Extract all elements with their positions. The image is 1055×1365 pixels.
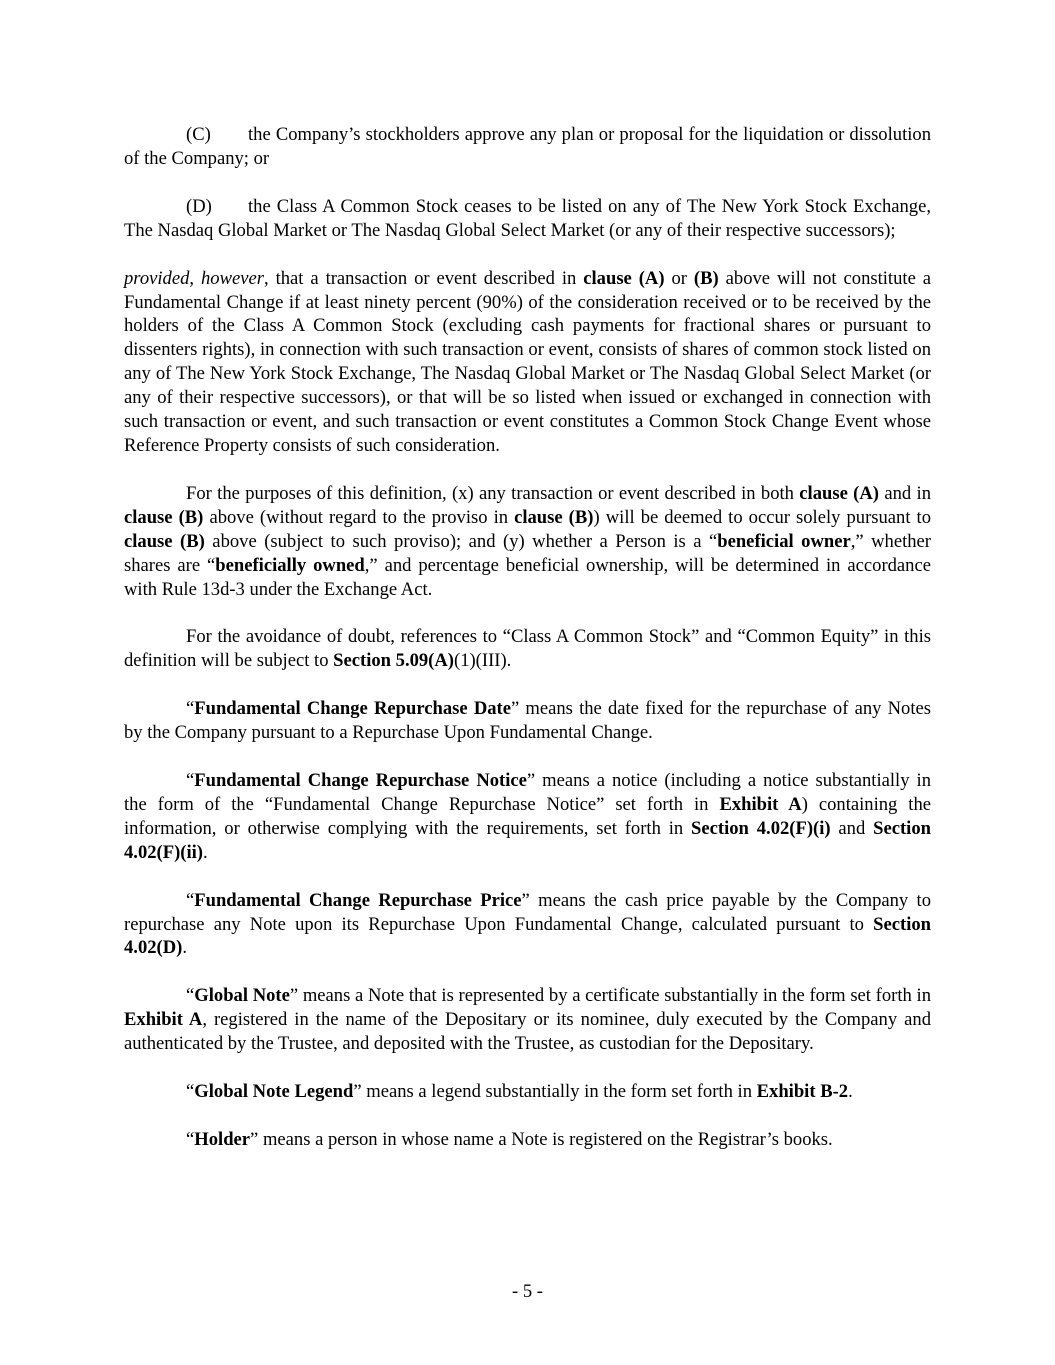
avoidance-paragraph <box>124 625 931 673</box>
proviso-paragraph <box>124 267 931 458</box>
purposes-text-7: ,” and percentage beneficial ownership, will be determined in accordance with Rule 13d-3 under the Exchange Act. <box>124 554 931 600</box>
definition-text-2: , registered in the name of the Depositary or its nominee, duly executed by the Company and authenticated by the Trustee, and deposited with the Trustee, as custodian for the Depositary. <box>124 1009 931 1055</box>
purposes-text-6: ,” whether shares are “ <box>124 530 932 576</box>
definition-term: Global Note <box>194 985 290 1007</box>
definition-open-quote: “ <box>186 889 195 911</box>
definition-text-2: . <box>848 1081 853 1103</box>
definition-repurchase-notice <box>124 769 931 865</box>
purposes-text-1: For the purposes of this definition, (x) any transaction or event described in both <box>186 482 800 504</box>
proviso-text-1: , that a transaction or event described in <box>264 267 584 289</box>
definition-text-2: . <box>182 937 188 959</box>
definition-text-1: ” means a Note that is represented by a certificate substantially in the form set forth in <box>289 985 931 1007</box>
definition-text-2: ) containing the information, or otherwise complying with the requirements, set forth in <box>124 793 931 839</box>
purposes-bold-6: beneficially owned <box>215 554 365 576</box>
clause-c-text: the Company’s stockholders approve any plan or proposal for the liquidation or dissolution of the Company; or <box>124 124 931 169</box>
definition-ref-1: Exhibit A <box>719 793 802 815</box>
definition-text-1: ” means a notice (including a notice substantially in the form of the “Fundamental Change Repurchase Notice” set forth in <box>124 770 931 815</box>
definition-term: Fundamental Change Repurchase Price <box>194 889 522 911</box>
purposes-bold-3: clause (B) <box>514 506 594 528</box>
clause-d-text: the Class A Common Stock ceases to be listed on any of The New York Stock Exchange, The Nasdaq Global Market or The Nasdaq Global Select Market (or any of their respective successors); <box>124 195 931 241</box>
page-number: - 5 - <box>512 1281 543 1302</box>
purposes-text-4: ) will be deemed to occur solely pursuant to <box>593 506 932 528</box>
definition-ref-1: Section 4.02(D) <box>124 913 931 959</box>
clause-d-paragraph <box>124 195 931 243</box>
definition-ref-2: Section 4.02(F)(i) <box>691 817 831 839</box>
definition-holder <box>124 1128 931 1152</box>
definition-text-1: ” means the cash price payable by the Company to repurchase any Note upon its Repurchase Upon Fundamental Change, calculated pursuant to <box>124 889 931 935</box>
proviso-however: however <box>201 267 264 289</box>
definition-open-quote: “ <box>186 985 195 1007</box>
purposes-text-5: above (subject to such proviso); and (y) whether a Person is a “ <box>204 530 718 552</box>
definition-open-quote: “ <box>186 698 195 720</box>
definition-ref-3: Section 4.02(F)(ii) <box>124 817 931 863</box>
definition-text-1: ” means a legend substantially in the form set forth in <box>353 1081 757 1103</box>
definition-open-quote: “ <box>186 1081 195 1103</box>
clause-c-paragraph <box>124 123 931 171</box>
definition-repurchase-price <box>124 889 931 961</box>
definition-text-4: . <box>203 841 208 863</box>
purposes-bold-2: clause (B) <box>124 506 204 528</box>
definition-term: Fundamental Change Repurchase Notice <box>194 770 527 792</box>
purposes-bold-5: beneficial owner <box>717 530 851 552</box>
proviso-provided: provided <box>124 267 190 289</box>
purposes-bold-4: clause (B) <box>124 530 205 552</box>
definition-global-note-legend <box>124 1080 931 1104</box>
proviso-text-3: above will not constitute a Fundamental Change if at least ninety percent (90%) of the consideration received or to be received by the holders of the Class A Common Stock (excluding cash payments for fractional shares or pursuant to dissenters rights), in connection with such transaction or event, consists of shares of common stock listed on any of The New York Stock Exchange, The Nasdaq Global Market or The Nasdaq Global Select Market (or any of their respective successors), or that will be so listed when issued or exchanged in connection with such transaction or event, and such transaction or event constitutes a Common Stock Change Event whose Reference Property consists of such consideration. <box>124 267 932 456</box>
avoidance-text-1: For the avoidance of doubt, references to “Class A Common Stock” and “Common Equity” in this definition will be subject to <box>124 626 931 672</box>
purposes-bold-1: clause (A) <box>799 482 879 504</box>
proviso-clause-a: clause (A) <box>583 267 665 289</box>
definition-text: ” means the date fixed for the repurchase of any Notes by the Company pursuant to a Repurchase Upon Fundamental Change. <box>124 698 931 744</box>
proviso-text-2: or <box>664 267 694 289</box>
proviso-comma: , <box>189 267 201 289</box>
avoidance-bold-1: Section 5.09(A) <box>333 650 454 672</box>
definition-repurchase-date <box>124 697 931 745</box>
definition-text-3: and <box>830 817 874 839</box>
definition-open-quote: “ <box>186 770 195 792</box>
definition-global-note <box>124 984 931 1056</box>
definition-ref-1: Exhibit B-2 <box>756 1081 849 1103</box>
definition-term: Fundamental Change Repurchase Date <box>194 698 511 720</box>
proviso-clause-b: (B) <box>693 267 719 289</box>
definition-text: ” means a person in whose name a Note is registered on the Registrar’s books. <box>250 1129 833 1150</box>
definition-term: Holder <box>194 1129 251 1150</box>
clause-c-label: (C) <box>186 124 211 145</box>
definition-ref-1: Exhibit A <box>124 1009 203 1031</box>
definition-open-quote: “ <box>186 1129 195 1150</box>
clause-d-label: (D) <box>186 195 212 217</box>
avoidance-text-2: (1)(III). <box>454 650 512 672</box>
document-body <box>124 123 931 1176</box>
purposes-paragraph <box>124 482 931 602</box>
purposes-text-2: and in <box>879 482 931 504</box>
purposes-text-3: above (without regard to the proviso in <box>203 506 515 528</box>
definition-term: Global Note Legend <box>194 1081 354 1103</box>
